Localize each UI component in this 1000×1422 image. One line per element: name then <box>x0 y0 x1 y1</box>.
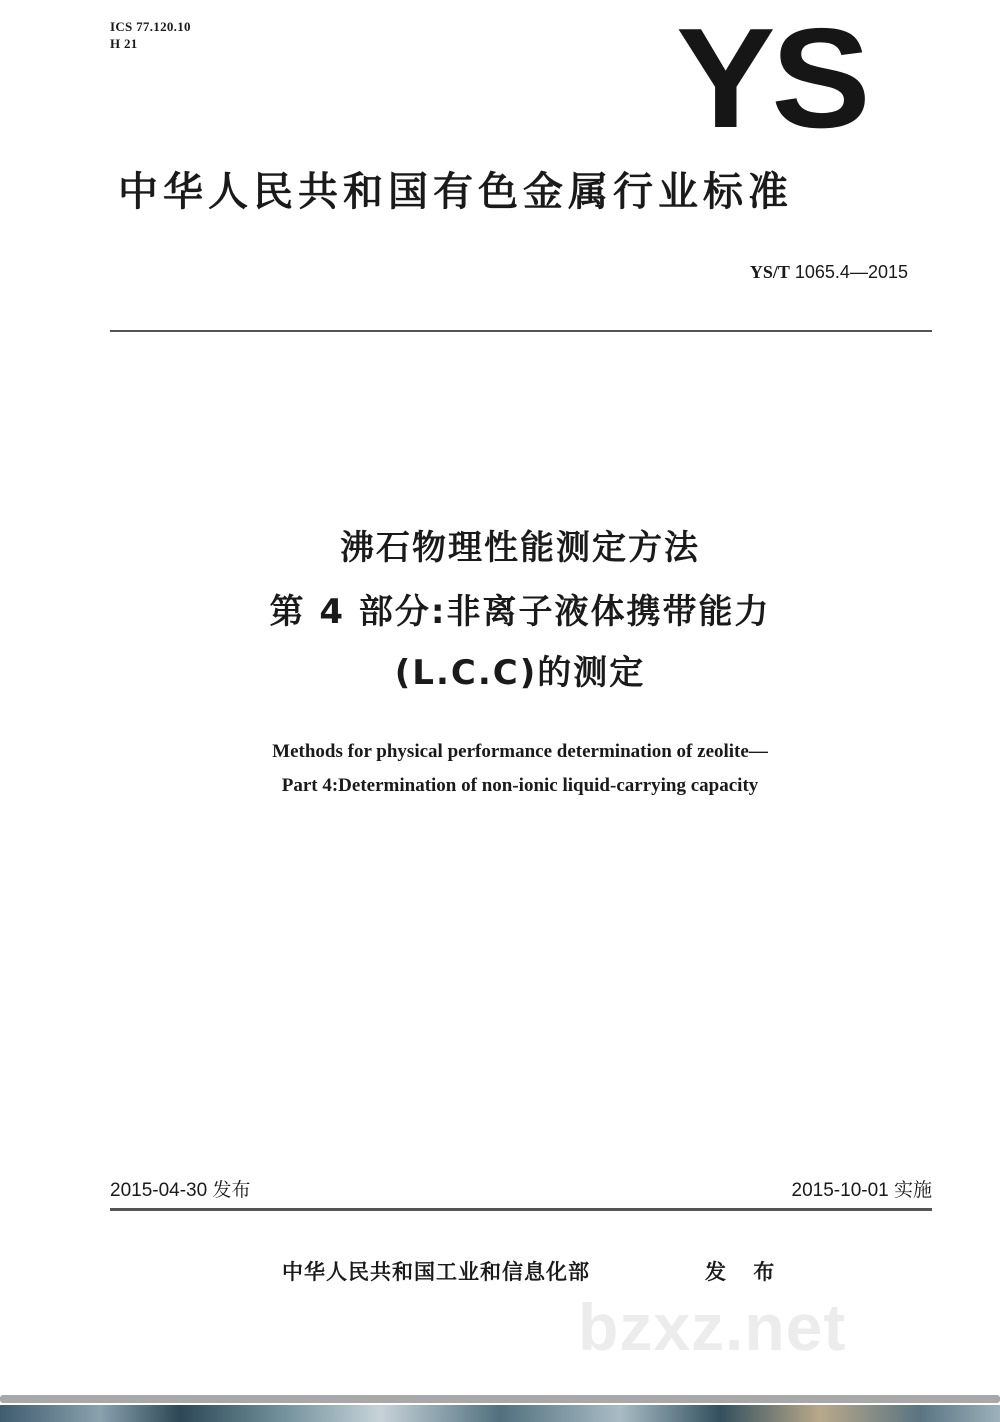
title-en-line-2: Part 4:Determination of non-ionic liquid-carrying capacity <box>281 775 759 796</box>
ccs-code: H 21 <box>110 36 138 51</box>
standard-code <box>750 260 908 284</box>
main-title: 中华人民共和国有色金属行业标准 <box>118 169 793 215</box>
implementation-date: 2015-10-01 实施 <box>791 1180 932 1201</box>
ics-code: ICS 77.120.10 <box>110 19 191 34</box>
publisher-verb: 发 布 <box>705 1260 785 1284</box>
top-divider <box>110 330 932 332</box>
background-image-strip <box>0 1405 1000 1422</box>
title-en-line-1: Methods for physical performance determination of zeolite— <box>272 741 768 762</box>
watermark: bzxz.net <box>578 1290 847 1364</box>
title-zh-line-3: (L.C.C)的测定 <box>394 653 646 693</box>
publisher-name: 中华人民共和国工业和信息化部 <box>282 1260 590 1284</box>
title-zh-line-2: 第 4 部分:非离子液体携带能力 <box>269 592 771 632</box>
bottom-divider <box>110 1208 932 1211</box>
code-prefix: YS/T <box>749 262 790 282</box>
page-edge-bar <box>0 1395 1000 1403</box>
ys-logo: YS <box>676 0 867 158</box>
issue-date: 2015-04-30 发布 <box>110 1180 251 1201</box>
ics-classification <box>110 18 191 52</box>
title-zh-line-1: 沸石物理性能测定方法 <box>340 528 700 568</box>
code-number: 1065.4—2015 <box>794 262 908 282</box>
